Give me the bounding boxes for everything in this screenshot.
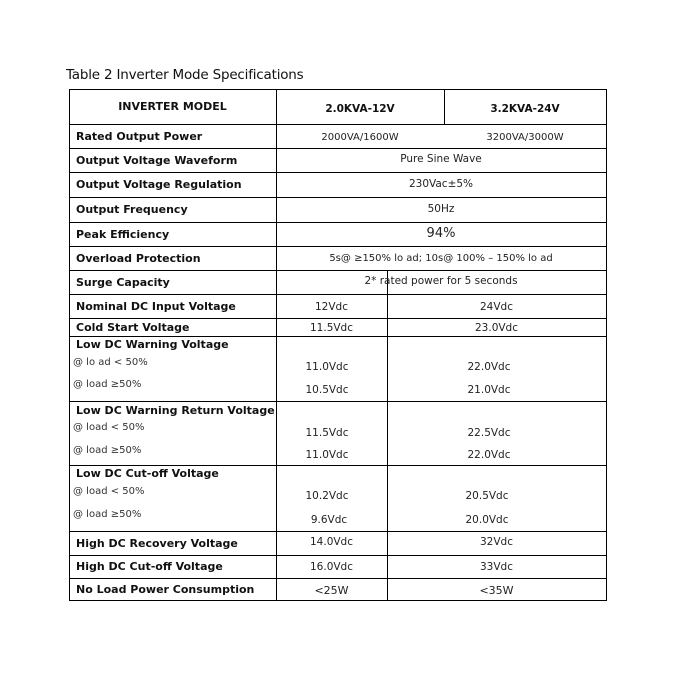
row-label-high-dc-cutoff: High DC Cut-off Voltage — [76, 560, 223, 573]
header-model-a: 2.0KVA-12V — [325, 102, 395, 115]
nominal-dc-input-b: 24Vdc — [480, 301, 513, 313]
low-dc-warning-sub1: @ lo ad < 50% — [73, 357, 148, 368]
peak-efficiency-value: 94% — [426, 225, 456, 241]
low-dc-warning-return-b1: 22.5Vdc — [467, 427, 511, 439]
low-dc-cutoff-sub2: @ load ≥50% — [73, 509, 142, 520]
row-label-no-load-power: No Load Power Consumption — [76, 583, 255, 596]
row-label-high-dc-recovery: High DC Recovery Voltage — [76, 536, 238, 550]
high-dc-recovery-b: 32Vdc — [480, 536, 513, 548]
no-load-power-a: <25W — [314, 584, 349, 597]
row-label-low-dc-warning: Low DC Warning Voltage — [76, 338, 229, 351]
header-model-b: 3.2KVA-24V — [490, 102, 560, 115]
row-label-surge-capacity: Surge Capacity — [76, 275, 170, 289]
low-dc-warning-a1: 11.0Vdc — [305, 361, 349, 373]
low-dc-cutoff-a1: 10.2Vdc — [305, 490, 349, 502]
low-dc-cutoff-b2: 20.0Vdc — [465, 514, 509, 526]
divider — [69, 401, 607, 402]
low-dc-cutoff-sub1: @ load < 50% — [73, 486, 145, 497]
low-dc-warning-sub2: @ load ≥50% — [73, 379, 142, 390]
nominal-dc-input-a: 12Vdc — [315, 301, 348, 313]
header-inverter-model: INVERTER MODEL — [118, 100, 227, 113]
low-dc-warning-return-a1: 11.5Vdc — [305, 427, 349, 439]
low-dc-warning-a2: 10.5Vdc — [305, 384, 349, 396]
high-dc-cutoff-b: 33Vdc — [480, 560, 513, 573]
low-dc-warning-b1: 22.0Vdc — [467, 361, 511, 373]
row-label-peak-efficiency: Peak Efficiency — [76, 227, 170, 241]
row-label-output-frequency: Output Frequency — [76, 203, 188, 216]
overload-protection-value: 5s@ ≥150% lo ad; 10s@ 100% – 150% lo ad — [329, 252, 553, 264]
low-dc-warning-return-a2: 11.0Vdc — [305, 449, 349, 461]
divider — [69, 465, 607, 466]
row-label-low-dc-warning-return: Low DC Warning Return Voltage — [76, 404, 275, 417]
cold-start-a: 11.5Vdc — [310, 322, 353, 334]
low-dc-cutoff-b1: 20.5Vdc — [465, 490, 509, 502]
low-dc-warning-return-sub2: @ load ≥50% — [73, 445, 142, 456]
row-label-output-voltage-waveform: Output Voltage Waveform — [76, 153, 238, 167]
rated-output-power-a: 2000VA/1600W — [321, 131, 399, 143]
cold-start-b: 23.0Vdc — [475, 322, 518, 334]
row-label-low-dc-cutoff: Low DC Cut-off Voltage — [76, 467, 219, 480]
row-label-cold-start: Cold Start Voltage — [76, 320, 190, 334]
high-dc-recovery-a: 14.0Vdc — [310, 536, 353, 548]
low-dc-warning-return-sub1: @ load < 50% — [73, 422, 145, 433]
row-label-rated-output-power: Rated Output Power — [76, 129, 203, 143]
spec-table — [69, 89, 607, 601]
output-voltage-waveform-value: Pure Sine Wave — [400, 153, 482, 165]
row-label-nominal-dc-input: Nominal DC Input Voltage — [76, 299, 236, 313]
low-dc-cutoff-a2: 9.6Vdc — [310, 514, 348, 526]
surge-capacity-value: 2* rated power for 5 seconds — [364, 275, 518, 287]
divider — [606, 89, 607, 601]
table-caption: Table 2 Inverter Mode Specifications — [66, 67, 304, 83]
row-label-output-voltage-regulation: Output Voltage Regulation — [76, 178, 242, 191]
low-dc-warning-b2: 21.0Vdc — [467, 384, 511, 396]
output-voltage-regulation-value: 230Vac±5% — [408, 177, 474, 190]
row-label-overload-protection: Overload Protection — [76, 251, 201, 265]
no-load-power-b: <35W — [479, 584, 514, 597]
high-dc-cutoff-a: 16.0Vdc — [310, 560, 353, 573]
output-frequency-value: 50Hz — [427, 202, 455, 215]
rated-output-power-b: 3200VA/3000W — [486, 131, 564, 143]
low-dc-warning-return-b2: 22.0Vdc — [467, 449, 511, 461]
